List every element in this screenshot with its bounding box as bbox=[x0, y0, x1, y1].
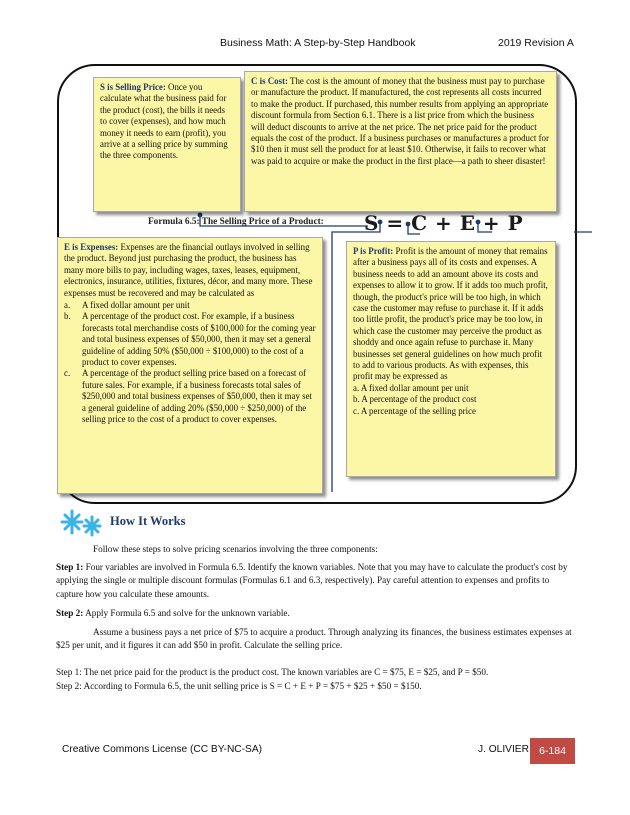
how-it-works-title: How It Works bbox=[110, 514, 186, 528]
step-1-paragraph bbox=[56, 561, 576, 601]
cost-lead: C is Cost: bbox=[251, 76, 288, 86]
page-number-badge: 6-184 bbox=[530, 738, 575, 764]
list-item: b. A percentage of the product cost. For example, if a business forecasts total merchandise costs of $100,000 for the coming year and total business expenses of $50,000, then it may set a general guideline of adding 50% ($50,000 ÷ $100,000) to the cost of a product to cover expenses. bbox=[64, 311, 316, 368]
list-item: c. A percentage of the product selling price based on a forecast of future sales. For example, if a business forecasts total sales of $250,000 and total business expenses of $50,000, then it may set a general guideline of adding 20% ($50,000 ÷ $250,000) of the selling price to the cost of a product to cover expenses. bbox=[64, 368, 312, 425]
cost-box bbox=[244, 71, 557, 212]
formula-label: Formula 6.5: The Selling Price of a Product: bbox=[148, 217, 324, 227]
author-name: J. OLIVIER bbox=[478, 744, 529, 755]
selling-price-lead: S is Selling Price: bbox=[100, 82, 166, 92]
book-title: Business Math: A Step-by-Step Handbook bbox=[220, 37, 416, 49]
solution-step-1: Step 1: The net price paid for the product is the product cost. The known variables are C = $75, E = $25, and P = $50. bbox=[56, 667, 489, 677]
profit-lead: P is Profit: bbox=[353, 246, 394, 256]
profit-text: Profit is the amount of money that remains after a business pays all of its costs and expenses. A business needs to add an amount above its costs and expenses to allow it to grow. If it adds too much profit, though, the product's price will be too high, in which case the customer may refuse to purchase it. If it adds too little profit, the product's price may be too low, in which case the customer may perceive the product as shoddy and once again refuse to purchase it. Many businesses set general guidelines on how much profit to add to various products. As with expenses, this profit may be expressed as bbox=[353, 246, 548, 382]
selling-price-text: Once you calculate what the business paid for the product (cost), the bills it needs to cover (expenses), and how much money it needs to earn (profit), you arrive at a selling price by summing the three components. bbox=[100, 82, 228, 161]
revision-label: 2019 Revision A bbox=[498, 37, 574, 49]
license-text: Creative Commons License (CC BY-NC-SA) bbox=[62, 744, 263, 755]
snowflake-icon bbox=[58, 507, 104, 539]
profit-item: b. A percentage of the product cost bbox=[353, 394, 477, 405]
step-2-paragraph bbox=[56, 607, 576, 620]
step-1-text: Four variables are involved in Formula 6.5. Identify the known variables. Note that you may have to calculate the product's cost by applying the single or multiple discount formulas (Formulas 6.1 and 6.3, respectively). Pay careful attention to expenses and profits to capture how you calculate these amounts. bbox=[56, 562, 568, 599]
step-2-text: Apply Formula 6.5 and solve for the unknown variable. bbox=[85, 608, 290, 618]
step-2-label: Step 2: bbox=[56, 608, 84, 618]
profit-item: c. A percentage of the selling price bbox=[353, 405, 476, 416]
example-paragraph: Assume a business pays a net price of $75 to acquire a product. Through analyzing its finances, the business estimates expenses at $25 per unit, and it figures it can add $50 in profit. Calculate the selling price. bbox=[56, 627, 572, 651]
cost-text: The cost is the amount of money that the business must pay to purchase or manufacture the product. If manufactured, the cost represents all costs incurred to make the product. If purchased, this number results from applying an appropriate discount formula from Section 6.1. There is a list price from which the business will deduct discounts to arrive at the net price. The net price paid for the product equals the cost of the product. If a business purchases or manufactures a product for $10 then it must sell the product for at least $10. Otherwise, it fails to recover what was paid to acquire or make the product in the first place—a path to sheer disaster! bbox=[251, 76, 549, 166]
profit-item: a. A fixed dollar amount per unit bbox=[353, 382, 469, 393]
selling-price-box bbox=[93, 77, 241, 212]
formula-equation: S = C + E + P bbox=[364, 211, 524, 235]
how-it-works-intro: Follow these steps to solve pricing scenarios involving the three components: bbox=[93, 544, 378, 554]
list-item: a. A fixed dollar amount per unit bbox=[64, 300, 190, 311]
expenses-text: Expenses are the financial outlays involved in selling the product. Beyond just purchasing the product, the business has many more bills to pay, including wages, taxes, leases, equipment, electronics, insurance, utilities, fixtures, décor, and many more. These expenses must be recovered and may be calculated as bbox=[64, 242, 313, 298]
expenses-lead: E is Expenses: bbox=[64, 242, 119, 252]
step-1-label: Step 1: bbox=[56, 562, 84, 572]
solution-step-2: Step 2: According to Formula 6.5, the unit selling price is S = C + E + P = $75 + $25 + $50 = $150. bbox=[56, 681, 422, 691]
expenses-box bbox=[57, 237, 323, 494]
profit-box bbox=[346, 241, 556, 477]
expenses-list bbox=[64, 300, 316, 425]
